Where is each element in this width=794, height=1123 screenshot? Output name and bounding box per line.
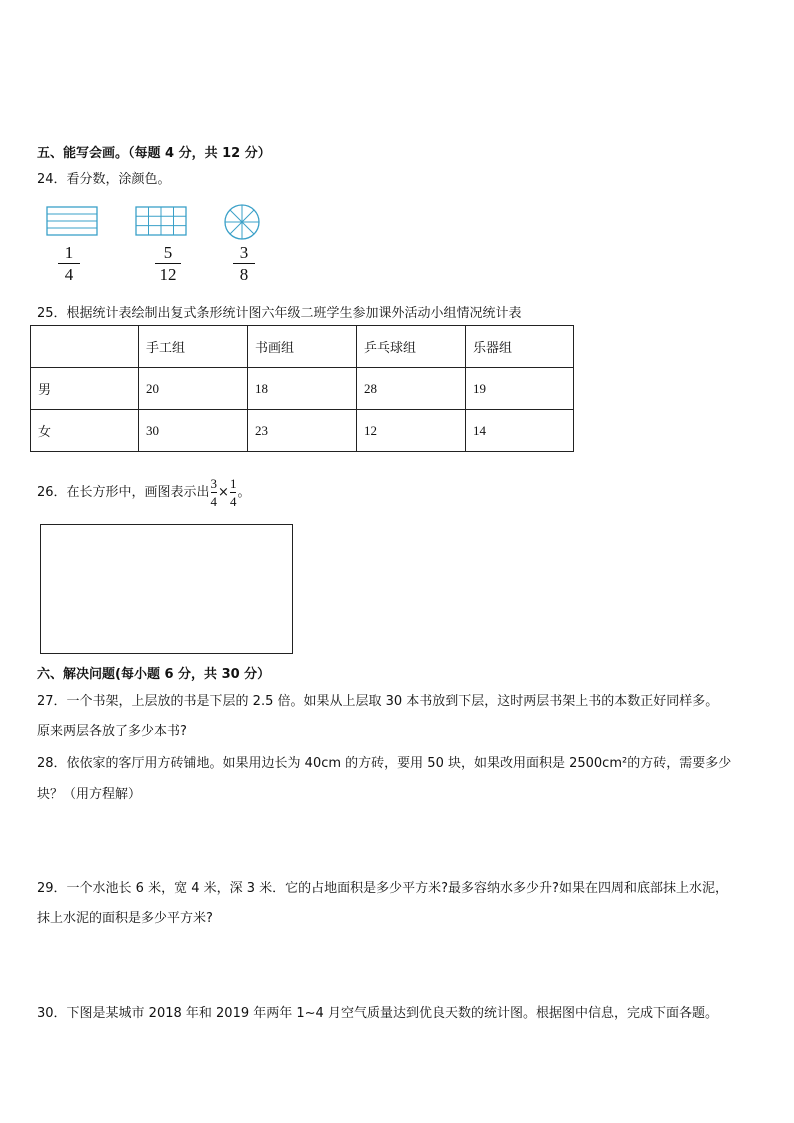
fraction-numerator: 3 — [239, 243, 249, 262]
fraction-numerator: 1 — [229, 476, 237, 491]
table-cell: 23 — [248, 410, 357, 452]
table-cell: 18 — [248, 368, 357, 410]
fraction-three-eighths — [233, 244, 255, 283]
drawing-rectangle[interactable] — [40, 524, 293, 654]
section-five-title: 五、能写会画。（每题 4 分，共 12 分） — [37, 146, 271, 161]
table-header: 手工组 — [139, 326, 248, 368]
table-cell: 12 — [357, 410, 466, 452]
activity-stats-table — [30, 325, 574, 452]
table-header: 乐器组 — [466, 326, 574, 368]
circle-eighths-figure — [223, 203, 261, 241]
table-row-label: 女 — [31, 410, 139, 452]
grid-rectangle-figure — [135, 206, 189, 238]
fraction-one-quarter — [58, 244, 80, 283]
question-30-line-1: 30．下图是某城市 2018 年和 2019 年两年 1~4 月空气质量达到优良天数的统计图。根据图中信息，完成下面各题。 — [37, 1006, 718, 1021]
fraction-denominator: 8 — [239, 265, 249, 284]
question-24-text: 24．看分数，涂颜色。 — [37, 172, 171, 187]
fraction-five-twelfths — [155, 244, 181, 283]
fraction-denominator: 12 — [159, 265, 177, 284]
fraction-three-quarters — [211, 477, 218, 508]
question-26-prefix: 26．在长方形中，画图表示出 — [37, 485, 210, 500]
table-cell: 19 — [466, 368, 574, 410]
question-26-text — [37, 477, 250, 508]
table-cell — [31, 326, 139, 368]
fraction-denominator: 4 — [64, 265, 74, 284]
table-cell: 28 — [357, 368, 466, 410]
question-29-line-2: 抹上水泥的面积是多少平方米? — [37, 911, 213, 926]
section-six-title: 六、解决问题(每小题 6 分，共 30 分） — [37, 667, 271, 682]
table-cell: 14 — [466, 410, 574, 452]
question-28-line-1: 28．依依家的客厅用方砖铺地。如果用边长为 40cm 的方砖，要用 50 块，如果改用面积是 2500cm²的方砖，需要多少 — [37, 756, 732, 771]
table-cell: 20 — [139, 368, 248, 410]
question-28-line-2: 块？（用方程解） — [37, 787, 142, 802]
fraction-denominator: 4 — [210, 494, 218, 509]
fraction-denominator: 4 — [229, 494, 237, 509]
table-cell: 30 — [139, 410, 248, 452]
table-header-row — [31, 326, 574, 368]
table-row-label: 男 — [31, 368, 139, 410]
fraction-numerator: 3 — [210, 476, 218, 491]
table-row — [31, 410, 574, 452]
strip-rectangle-figure — [46, 206, 100, 238]
question-29-line-1: 29．一个水池长 6 米，宽 4 米，深 3 米．它的占地面积是多少平方米?最多容纳水多少升?如果在四周和底部抹上水泥， — [37, 881, 728, 896]
table-row — [31, 368, 574, 410]
fraction-one-quarter — [230, 477, 237, 508]
question-27-line-1: 27．一个书架，上层放的书是下层的 2.5 倍。如果从上层取 30 本书放到下层，这时两层书架上书的本数正好同样多。 — [37, 694, 719, 709]
question-27-line-2: 原来两层各放了多少本书? — [37, 724, 187, 739]
times-sign: × — [218, 485, 229, 500]
fraction-numerator: 5 — [163, 243, 173, 262]
fraction-numerator: 1 — [64, 243, 74, 262]
question-25-text: 25．根据统计表绘制出复式条形统计图六年级二班学生参加课外活动小组情况统计表 — [37, 306, 522, 321]
table-header: 书画组 — [248, 326, 357, 368]
table-header: 乒乓球组 — [357, 326, 466, 368]
question-26-suffix: 。 — [237, 485, 251, 500]
